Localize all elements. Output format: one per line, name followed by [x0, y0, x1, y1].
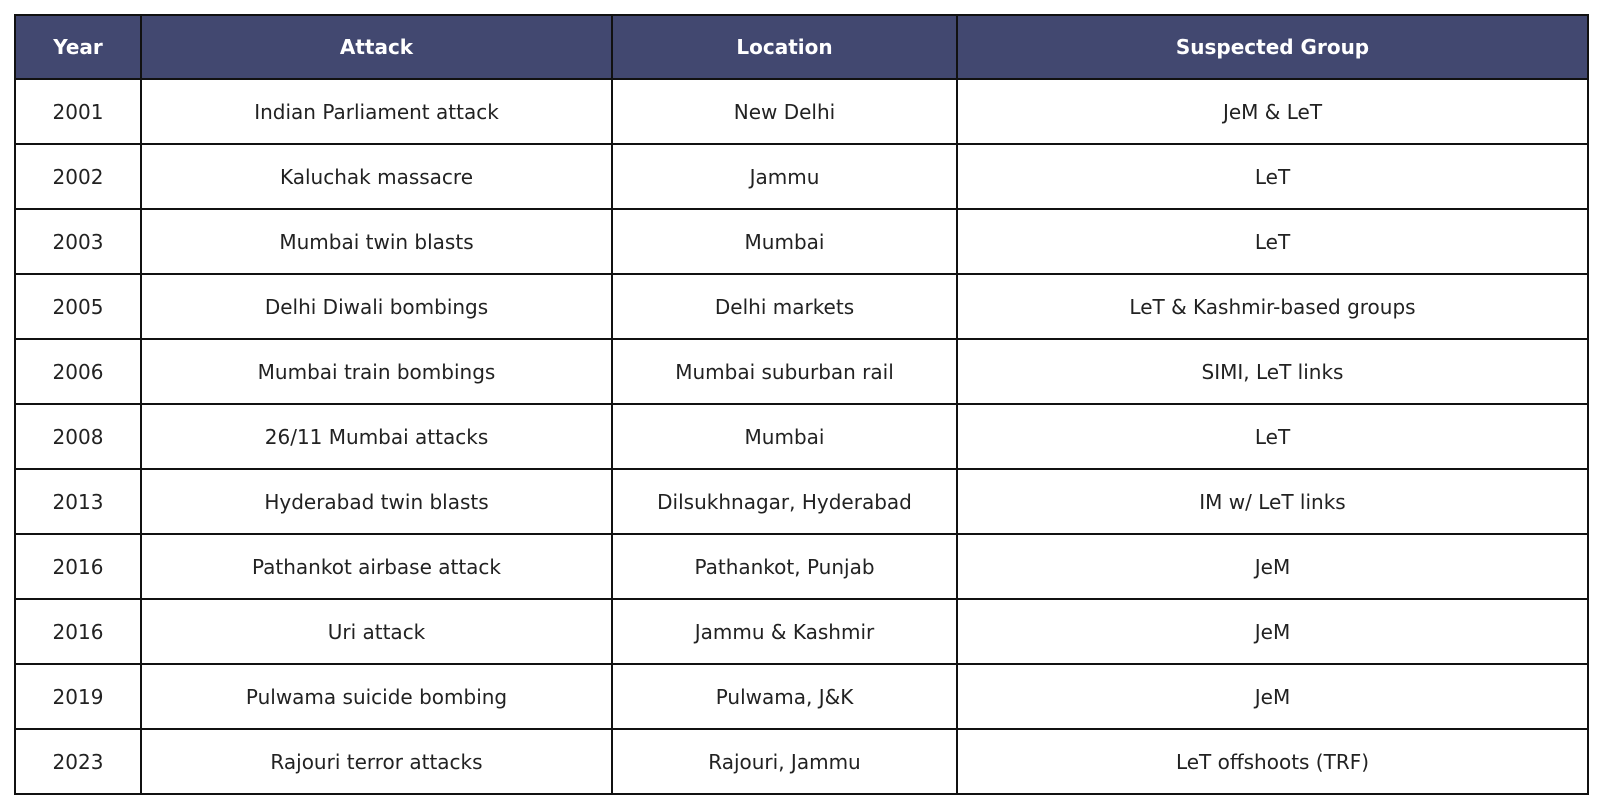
header-attack: Attack [141, 15, 612, 79]
cell-year: 2013 [15, 469, 141, 534]
cell-suspected-group: LeT [957, 209, 1588, 274]
cell-location: Pathankot, Punjab [612, 534, 957, 599]
cell-attack: Uri attack [141, 599, 612, 664]
cell-suspected-group: LeT & Kashmir-based groups [957, 274, 1588, 339]
header-suspected-group: Suspected Group [957, 15, 1588, 79]
table-row [15, 79, 1588, 144]
cell-attack: 26/11 Mumbai attacks [141, 404, 612, 469]
cell-location: Pulwama, J&K [612, 664, 957, 729]
cell-location: Jammu [612, 144, 957, 209]
cell-location: Mumbai [612, 404, 957, 469]
header-location: Location [612, 15, 957, 79]
cell-location: Rajouri, Jammu [612, 729, 957, 794]
table-row [15, 404, 1588, 469]
table-body [15, 79, 1588, 794]
cell-suspected-group: JeM [957, 664, 1588, 729]
cell-attack: Pulwama suicide bombing [141, 664, 612, 729]
cell-suspected-group: IM w/ LeT links [957, 469, 1588, 534]
cell-suspected-group: JeM & LeT [957, 79, 1588, 144]
cell-location: Mumbai suburban rail [612, 339, 957, 404]
cell-attack: Kaluchak massacre [141, 144, 612, 209]
table-row [15, 534, 1588, 599]
cell-attack: Indian Parliament attack [141, 79, 612, 144]
header-row [15, 15, 1588, 79]
cell-year: 2002 [15, 144, 141, 209]
cell-year: 2016 [15, 599, 141, 664]
cell-attack: Hyderabad twin blasts [141, 469, 612, 534]
cell-suspected-group: JeM [957, 599, 1588, 664]
cell-attack: Mumbai twin blasts [141, 209, 612, 274]
header-year: Year [15, 15, 141, 79]
attacks-table [14, 14, 1589, 795]
cell-suspected-group: SIMI, LeT links [957, 339, 1588, 404]
table-row [15, 144, 1588, 209]
cell-year: 2006 [15, 339, 141, 404]
cell-year: 2016 [15, 534, 141, 599]
cell-attack: Pathankot airbase attack [141, 534, 612, 599]
cell-location: Mumbai [612, 209, 957, 274]
cell-attack: Delhi Diwali bombings [141, 274, 612, 339]
table-row [15, 339, 1588, 404]
cell-suspected-group: JeM [957, 534, 1588, 599]
table-row [15, 209, 1588, 274]
table-row [15, 469, 1588, 534]
table-row [15, 664, 1588, 729]
cell-location: Delhi markets [612, 274, 957, 339]
cell-year: 2003 [15, 209, 141, 274]
cell-location: New Delhi [612, 79, 957, 144]
cell-year: 2023 [15, 729, 141, 794]
cell-year: 2008 [15, 404, 141, 469]
table-row [15, 599, 1588, 664]
cell-suspected-group: LeT offshoots (TRF) [957, 729, 1588, 794]
cell-year: 2005 [15, 274, 141, 339]
cell-year: 2019 [15, 664, 141, 729]
cell-suspected-group: LeT [957, 144, 1588, 209]
cell-attack: Mumbai train bombings [141, 339, 612, 404]
cell-location: Jammu & Kashmir [612, 599, 957, 664]
cell-attack: Rajouri terror attacks [141, 729, 612, 794]
cell-suspected-group: LeT [957, 404, 1588, 469]
cell-location: Dilsukhnagar, Hyderabad [612, 469, 957, 534]
cell-year: 2001 [15, 79, 141, 144]
table-row [15, 729, 1588, 794]
table-row [15, 274, 1588, 339]
